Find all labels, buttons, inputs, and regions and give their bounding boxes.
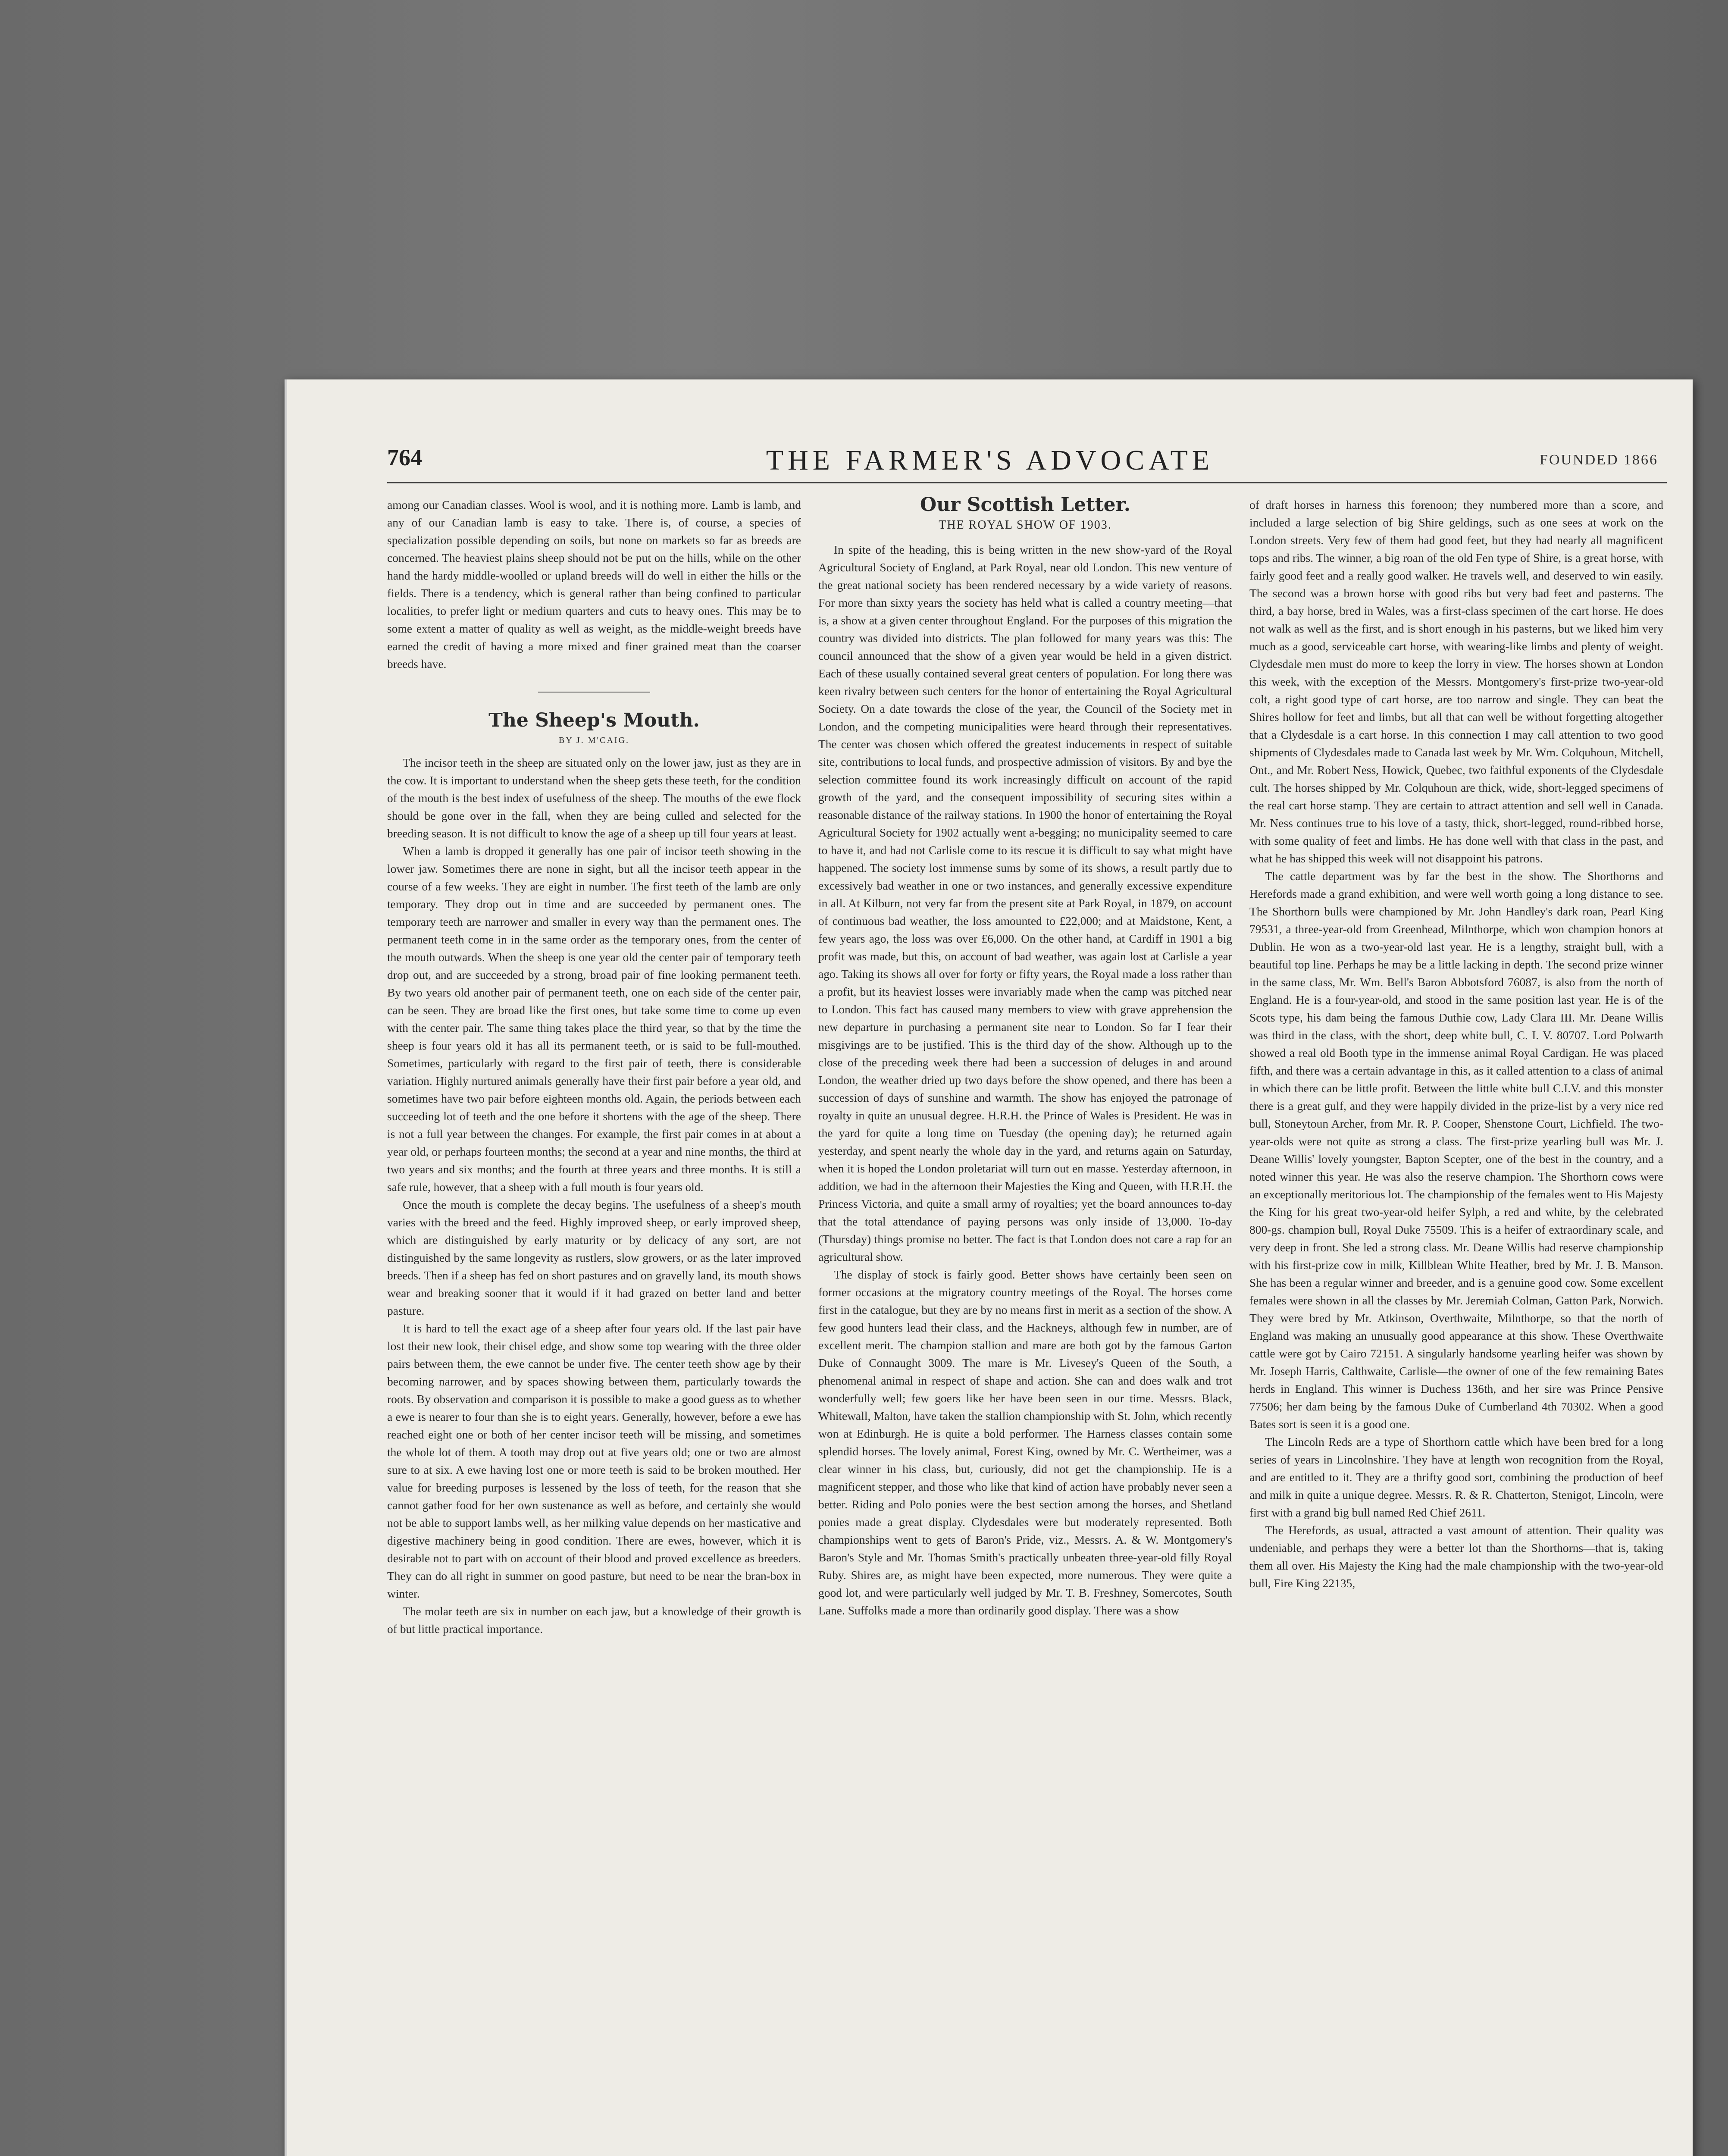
article-paragraph: The Herefords, as usual, attracted a vast amount of attention. Their quality was undeniable, and perhaps they were a better lot than the Shorthorns—that is, taking them all over. His Majesty the King had the male championship with the two-year-old bull, Fire King 22135, [1249,1523,1663,1590]
article-title-scottish-letter: Our Scottish Letter. [920,494,1131,516]
column-middle [818,496,1232,1619]
article-paragraph: In spite of the heading, this is being written in the new show-yard of the Royal Agricultural Society of England, at Park Royal, near old London. This new venture of the great national society has been rendered necessary by a wide variety of reasons. For more than sixty years the society has held what is called a country meeting—that is, a show at a given center throughout England. For the purposes of this migration the country was divided into districts. The plan followed for many years was this: The council announced that the show of a given year would be held in a given district. Each of these usually contained several great centers of population. For long there was keen rivalry between such centers for the honor of entertaining the Royal Agricultural Society. On a date towards the close of the year, the Council of the Society met in London, and the competing municipalities were heard through their representatives. The center was chosen which offered the greatest inducements in respect of suitable site, contributions to local funds, and prospective admission of visitors. By and bye the selection committee found its work increasingly difficult on account of the rapid growth of the yard, and the consequent impossibility of securing sites within a reasonable distance of the railway stations. In 1900 the honor of entertaining the Royal Agricultural Society for 1902 actually went a-begging; no municipality seemed to care to have it, and had not Carlisle come to its rescue it is difficult to say what might have happened. The society lost immense sums by some of its shows, a result partly due to excessively bad weather in one or two instances, and generally excessive expenditure in all. At Kilburn, not very far from the present site at Park Royal, in 1879, on account of continuous bad weather, the loss amounted to £22,000; and at Maidstone, Kent, a few years ago, the loss was over £6,000. On the other hand, at Cardiff in 1901 a big profit was made, but this, on account of bad weather, was again lost at Carlisle a year ago. Taking its shows all over for forty or fifty years, the Royal made a loss rather than a profit, but its heaviest losses were invariably made when the camp was pitched near to London. This fact has caused many members to view with grave apprehension the new departure in purchasing a permanent site near to London. So far I fear their misgivings are to be justified. This is the third day of the show. Although up to the close of the preceding week there had been a succession of deluges in and around London, the weather dried up two days before the show opened, and there has been a succession of days of sunshine and warmth. The show has enjoyed the patronage of royalty in quite an unusual degree. H.R.H. the Prince of Wales is President. He was in the yard for quite a long time on Tuesday (the opening day); he returned again yesterday, and spent nearly the whole day in the yard, and returns again on Saturday, when it is hoped the London proletariat will turn out en masse. Yesterday afternoon, in addition, we had in the afternoon their Majesties the King and Queen, with H.R.H. the Princess Victoria, and quite a small army of royalties; yet the board announces to-day that the total attendance of paying persons was only inside of 13,000. To-day (Thursday) things promise no better. The fact is that London does not care a rap for an agricultural show. [818,543,1232,1263]
article-byline: BY J. M'CAIG. [558,736,630,745]
article-paragraph: The molar teeth are six in number on each jaw, but a knowledge of their growth is of but little practical importance. [387,1604,801,1636]
article-paragraph: Once the mouth is complete the decay begins. The usefulness of a sheep's mouth varies with the breed and the feed. Highly improved sheep, or early improved sheep, which are distinguished by early maturity or by delicacy of any sort, are not distinguished by the same longevity as rustlers, slow growers, or as the later improved breeds. Then if a sheep has fed on short pastures and on gravelly land, its mouth shows wear and breaking sooner that it would if it had grazed on better land and better pasture. [387,1198,801,1317]
article-paragraph: It is hard to tell the exact age of a sheep after four years old. If the last pair have lost their new look, their chisel edge, and show some top wearing with the three older pairs between them, the ewe cannot be under five. The center teeth show age by their becoming narrower, and by spaces showing between them, particularly towards the roots. By observation and comparison it is possible to make a good guess as to whether a ewe is nearer to four than she is to eight years. Generally, however, before a ewe has reached eight one or both of her center incisor teeth will be missing, and sometimes the whole lot of them. A tooth may drop out at five years old; one or two are almost sure to at six. A ewe having lost one or more teeth is said to be broken mouthed. Her value for breeding purposes is lessened by the loss of teeth, for the reason that she cannot gather food for her own sustenance as well as before, and certainly she would not be able to support lambs well, as her milking value depends on her masticative and digestive machinery being in good condition. There are ewes, however, which it is desirable not to part with on account of their blood and proved excellence as breeders. They can do all right in summer on good pasture, but need to be near the bran-box in winter. [387,1322,801,1600]
column-left [387,496,801,1638]
intro-paragraph: among our Canadian classes. Wool is wool, and it is nothing more. Lamb is lamb, and any of our Canadian lamb is easy to take. There is, of course, a species of specialization possible depending on soils, but none on markets so far as breeds are concerned. The heaviest plains sheep should not be put on the hills, while on the other hand the hardy middle-woolled or upland breeds will do well in either the hills or the fields. There is a tendency, which is general rather than being confined to particular localities, to prefer light or medium quarters and cuts to heavy ones. This may be to some extent a matter of quality as well as weight, as the middle-weight breeds have earned the credit of having a more mixed and finer grained meat than the coarser breeds have. [387,498,801,671]
article-paragraph: The Lincoln Reds are a type of Shorthorn cattle which have been bred for a long series of years in Lincolnshire. They have at length won recognition from the Royal, and are entitled to it. They are a thrifty good sort, combining the production of beef and milk in quite a unique degree. Messrs. R. & R. Chatterton, Stenigot, Lincoln, were first with a grand big bull named Red Chief 2611. [1249,1435,1663,1519]
founded-label: FOUNDED 1866 [1540,452,1658,468]
newspaper-page [285,379,1693,2156]
article-title-sheeps-mouth: The Sheep's Mouth. [488,709,700,731]
masthead-title: THE FARMER'S ADVOCATE [766,445,1214,476]
section-divider [538,692,650,693]
header-rule [387,482,1667,483]
article-paragraph: The incisor teeth in the sheep are situated only on the lower jaw, just as they are in the cow. It is important to understand when the sheep gets these teeth, for the condition of the mouth is the best index of usefulness of the sheep. The mouths of the ewe flock should be gone over in the fall, when they are being culled and selected for the breeding season. It is not difficult to know the age of a sheep up till four years at least. [387,756,801,840]
article-subtitle: THE ROYAL SHOW OF 1903. [939,518,1112,532]
article-paragraph: When a lamb is dropped it generally has one pair of incisor teeth showing in the lower jaw. Sometimes there are none in sight, but all the incisor teeth appear in the course of a few weeks. They are eight in number. The first teeth of the lamb are only temporary. They drop out in time and are succeeded by permanent ones. The temporary teeth are narrower and smaller in every way than the permanent ones. The permanent teeth come in in the same order as the temporary ones, from the center of the mouth outwards. When the sheep is one year old the center pair of temporary teeth drop out, and are succeeded by a strong, broad pair of fine looking permanent teeth. By two years old another pair of permanent teeth, one on each side of the center pair, can be seen. They are broad like the first ones, but take some time to come up even with the center pair. The same thing takes place the third year, so that by the time the sheep is four years old it has all its permanent teeth, or is said to be full-mouthed. Sometimes, particularly with regard to the first pair of teeth, there is considerable variation. Highly nurtured animals generally have their first pair before a year old, and sometimes have two pair before eighteen months old. Again, the periods between each succeeding lot of teeth and the one before it shortens with the age of the sheep. There is not a full year between the changes. For example, the first pair comes in at about a year old, or perhaps fourteen months; the second at a year and nine months, the third at two years and six months; and the fourth at three years and three months. It is still a safe rule, however, that a sheep with a full mouth is four years old. [387,844,801,1194]
page-number: 764 [387,445,422,470]
article-paragraph: The cattle department was by far the best in the show. The Shorthorns and Herefords made a grand exhibition, and were well worth going a long distance to see. The Shorthorn bulls were championed by Mr. John Handley's dark roan, Pearl King 79531, a three-year-old from Greenhead, Milnthorpe, which won champion honors at Dublin. He won as a two-year-old last year. He is a lengthy, straight bull, with a beautiful top line. Perhaps he may be a little lacking in depth. The second prize winner in the same class, Mr. Wm. Bell's Baron Abbotsford 76087, is also from the north of England. He is a four-year-old, and stood in the same position last year. He is of the Scots type, his dam being the famous Duthie cow, Lady Clara III. Mr. Deane Willis was third in the class, with the short, deep white bull, C. I. V. 80707. Lord Polwarth showed a real old Booth type in the immense animal Royal Cardigan. He was placed fifth, and there was a certain advantage in this, as it called attention to a class of animal in which there can be little profit. Between the little white bull C.I.V. and this monster there is a great gulf, and they were happily divided in the prize-list by a very nice red bull, Stoneytoun Archer, from Mr. R. P. Cooper, Shenstone Court, Lichfield. The two-year-olds were not quite as strong a class. The first-prize yearling bull was Mr. J. Deane Willis' lovely youngster, Bapton Scepter, one of the best in the country, and a noted winner this year. He was also the reserve champion. The Shorthorn cows were an exceptionally meritorious lot. The championship of the females went to His Majesty the King for his great two-year-old heifer Sylph, a red and white, by the celebrated 800-gs. champion bull, Royal Duke 75509. This is a heifer of extraordinary scale, and very deep in front. She led a strong class. Mr. Deane Willis had reserve championship with his first-prize cow in milk, Killblean White Heather, bred by Mr. J. B. Manson. She has been a regular winner and breeder, and is a genuine good cow. Some excellent females were shown in all the classes by Mr. Jeremiah Colman, Gatton Park, Norwich. They were bred by Mr. Atkinson, Overthwaite, Milnthorpe, so that the north of England was making an unusually good appearance at this show. These Overthwaite cattle were got by Cairo 72151. A singularly handsome yearling heifer was shown by Mr. Joseph Harris, Calthwaite, Carlisle—the owner of one of the few remaining Bates herds in England. This winner is Duchess 136th, and her sire was Prince Pensive 77506; her dam being by the famous Duke of Cumberland 4th 70302. When a good Bates sort is seen it is a good one. [1249,869,1663,1431]
article-paragraph: of draft horses in harness this forenoon; they numbered more than a score, and included a large selection of big Shire geldings, such as one sees at work on the London streets. Very few of them had good feet, but they had nearly all magnificent tops and ribs. The winner, a big roan of the old Fen type of Shire, is a great horse, with fairly good feet and a really good walker. He travels well, and deserved to win easily. The second was a brown horse with good ribs but very bad feet and pasterns. The third, a bay horse, bred in Wales, was a first-class specimen of the cart horse. He does not walk as well as the first, and is short enough in his pasterns, but we liked him very much as a good, serviceable cart horse, with wearing-like limbs and plenty of weight. Clydesdale men must do more to keep the lorry in view. The horses shown at London this week, with the exception of the Messrs. Montgomery's first-prize two-year-old colt, a right good type of cart horse, are too narrow and single. They can beat the Shires hollow for feet and limbs, but all that can well be without forgetting altogether that a Clydesdale is a cart horse. In this connection I may call attention to two good shipments of Clydesdales made to Canada last week by Mr. Wm. Colquhoun, Mitchell, Ont., and Mr. Robert Ness, Howick, Quebec, two faithful exponents of the Clydesdale cult. The horses shipped by Mr. Colquhoun are thick, wide, short-legged specimens of the real cart horse stamp. They are certain to attract attention and sell well in Canada. Mr. Ness continues true to his love of a tasty, thick, short-legged, round-ribbed horse, with some quality of feet and limbs. He has done well with that class in the past, and what he has shipped this week will not disappoint his patrons. [1249,498,1663,865]
article-paragraph: The display of stock is fairly good. Better shows have certainly been seen on former occasions at the migratory country meetings of the Royal. The horses come first in the catalogue, but they are by no means first in merit as a section of the show. A few good hunters lead their class, and the Hackneys, although few in number, are of excellent merit. The champion stallion and mare are both got by the famous Garton Duke of Connaught 3009. The mare is Mr. Livesey's Queen of the South, a phenomenal animal in respect of shape and action. She can and does walk and trot wonderfully well; few goers like her have been seen in our time. Messrs. Black, Whitewall, Malton, have taken the stallion championship with St. John, which recently won at Edinburgh. He is quite a bold performer. The Harness classes contain some splendid horses. The lovely animal, Forest King, owned by Mr. C. Wertheimer, was a clear winner in his class, but, curiously, did not get the championship. He is a magnificent stepper, and those who like that kind of action have probably never seen a better. Riding and Polo ponies were the best section among the horses, and Shetland ponies made a great display. Clydesdales were but moderately represented. Both championships went to gets of Baron's Pride, viz., Messrs. A. & W. Montgomery's Baron's Style and Mr. Thomas Smith's practically unbeaten three-year-old filly Royal Ruby. Shires are, as might have been expected, more numerous. They were quite a good lot, and were particularly well judged by Mr. T. B. Freshney, Somercotes, South Lane. Suffolks made a more than ordinarily good display. There was a show [818,1268,1232,1617]
column-right [1249,496,1663,1592]
